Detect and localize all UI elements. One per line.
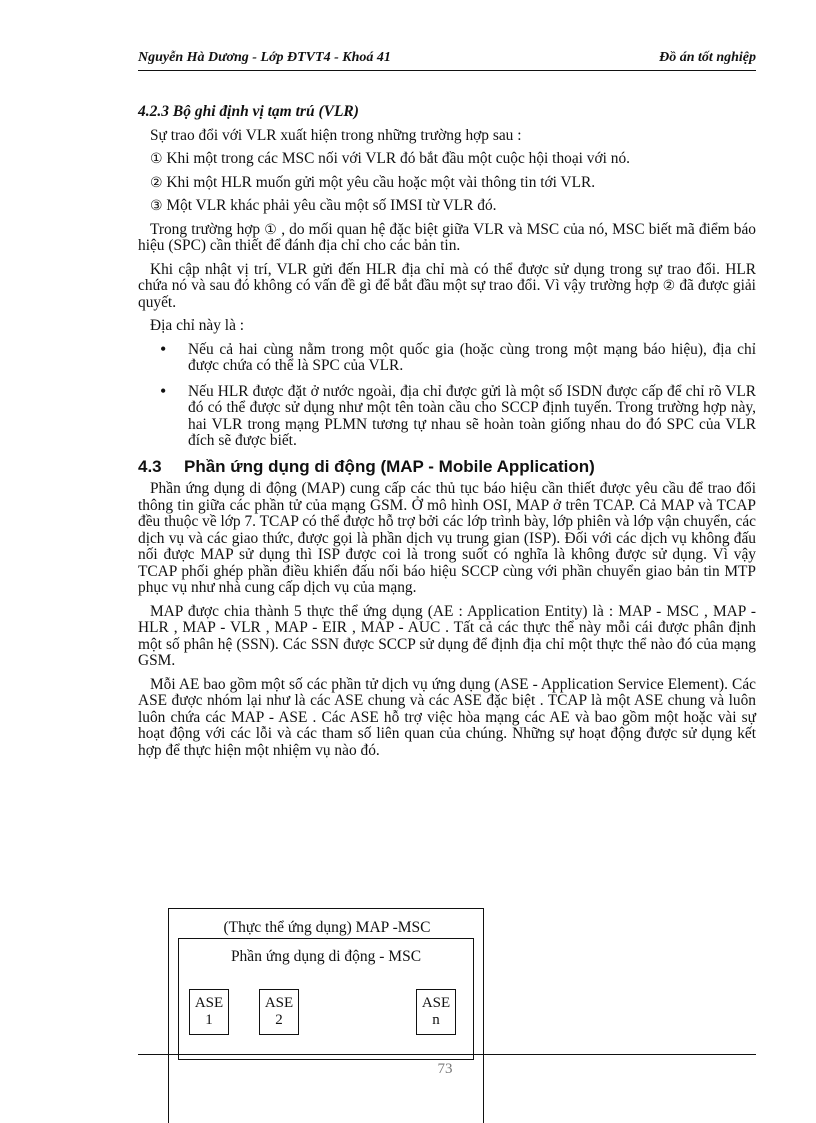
footer-divider: [138, 1054, 756, 1055]
circled-one-icon: ①: [150, 151, 163, 167]
section-heading-text: Phần ứng dụng di động (MAP - Mobile Application): [184, 456, 595, 476]
diagram-inner-box: [178, 938, 474, 1060]
header-doc-type: Đồ án tốt nghiệp: [659, 50, 756, 65]
paragraph: Phần ứng dụng di động (MAP) cung cấp các thủ tục báo hiệu cần thiết được yêu cầu để trao đổi thông tin giữa các phần tử của mạng GSM. Ở mô hình OSI, MAP ở trên TCAP. Cả MAP và TCAP đều thuộc về lớp 7. TCAP có thể được hỗ trợ bởi các lớp trình bày, lớp phiên và lớp vận chuyển, các dịch vụ và các giao thức, được gọi là phần dịch vụ trung gian (ISP). Đối với các dịch vụ không đấu nối được MAP sử dụng thì ISP được coi là trong suốt có nghĩa là không được sử dụng. Vì vậy TCAP phối ghép phần điều khiển đấu nối báo hiệu SCCP cùng với phần chuyển giao bản tin MTP phục vụ như nhà cung cấp dịch vụ của mạng.: [138, 480, 756, 596]
page-content: [138, 104, 756, 766]
paragraph-text: Trong trường hợp: [150, 220, 261, 238]
ase-index: n: [432, 1012, 440, 1028]
paragraph-case-2: [138, 262, 756, 312]
ase-box-n: [416, 989, 456, 1035]
case-text: Khi một HLR muốn gửi một yêu cầu hoặc một vài thông tin tới VLR.: [166, 173, 596, 191]
section-4-2-3-title: 4.2.3 Bộ ghi định vị tạm trú (VLR): [138, 103, 359, 120]
page-number: 73: [437, 1061, 453, 1077]
list-item: [138, 380, 756, 450]
circled-two-icon: ②: [662, 278, 676, 294]
paragraph-address: Địa chỉ này là :: [150, 317, 245, 334]
bullet-icon: •: [160, 380, 167, 401]
case-text: Một VLR khác phải yêu cầu một số IMSI từ VLR đó.: [166, 197, 497, 214]
circled-one-icon: ①: [264, 221, 278, 238]
circled-three-icon: ③: [150, 198, 163, 214]
paragraph: MAP được chia thành 5 thực thể ứng dụng (AE : Application Entity) là : MAP - MSC , MAP - HLR , MAP - VLR , MAP - EIR , MAP - AUC . Tất cả các thực thể này mỗi cái được phân định một số phân hệ (SSN). Các SSN được SCCP sử dụng để định địa chỉ một thực thể nào đó của mạng GSM.: [138, 602, 756, 669]
list-item: [138, 338, 756, 375]
ase-label: ASE: [264, 995, 294, 1011]
bullet-text: Nếu HLR được đặt ở nước ngoài, địa chỉ được gửi là một số ISDN được cấp để chỉ rõ VLR đó có thể được sử dụng như một tên toàn cầu cho SCCP định tuyến. Trong trường hợp này, hai VLR trong mạng PLMN tương tự nhau sẽ hoàn toàn giống nhau do đó SPC của VLR đích sẽ được biết.: [188, 382, 756, 449]
paragraph: Mỗi AE bao gồm một số các phần tử dịch vụ ứng dụng (ASE - Application Service Element). Các ASE được nhóm lại như là các ASE chung và các ASE đặc biệt . TCAP là một ASE chung và luôn luôn chứa các MAP - ASE . Các ASE hỗ trợ việc hòa mạng các AE và bao gồm một hoặc vài sự hoạt động với các lỗi và các tham số liên quan của chúng. Những sự hoạt động được sử dụng kết hợp để thực hiện một nhiệm vụ nào đó.: [138, 675, 756, 759]
ase-index: 2: [275, 1012, 283, 1028]
section-number: 4.3: [138, 456, 162, 476]
header-author: Nguyễn Hà Dương - Lớp ĐTVT4 - Khoá 41: [138, 50, 391, 65]
paragraph-text: , do mối quan hệ đặc biệt giữa VLR và MSC của nó, MSC biết mã điểm báo hiệu (SPC) cần thiết để đánh địa chỉ cho các bản tin.: [138, 220, 756, 254]
map-msc-diagram: [168, 908, 484, 1123]
section-4-3-title: [138, 456, 756, 476]
ase-index: 1: [205, 1012, 213, 1028]
case-item-2: [138, 175, 756, 192]
bullet-text: Nếu cả hai cùng nằm trong một quốc gia (hoặc cùng trong một mạng báo hiệu), địa chỉ được chứa có thể là SPC của VLR.: [188, 340, 756, 374]
ase-label: ASE: [421, 995, 451, 1011]
circled-two-icon: ②: [150, 174, 163, 191]
section-intro: Sự trao đổi với VLR xuất hiện trong những trường hợp sau :: [150, 126, 522, 144]
ase-box-1: [189, 989, 229, 1035]
bullet-icon: •: [160, 338, 167, 359]
diagram-inner-label: Phần ứng dụng di động - MSC: [230, 948, 422, 965]
ase-box-2: [259, 989, 299, 1035]
paragraph-case-1: [138, 222, 756, 255]
case-item-3: [138, 198, 756, 215]
paragraph-text: đã được giải quyết.: [138, 277, 756, 311]
paragraph-text: Khi cập nhật vị trí, VLR gửi đến HLR địa chỉ mà có thể được sử dụng trong sự trao đổi. HLR chứa nó và sau đó không có vấn đề gì để bắt đầu một sự trao đổi. Vì vậy trường hợp: [138, 260, 756, 294]
diagram-outer-label: (Thực thể ứng dụng) MAP -MSC: [223, 919, 431, 936]
page-header: [138, 48, 756, 71]
ase-label: ASE: [194, 995, 224, 1011]
case-text: Khi một trong các MSC nối với VLR đó bắt đầu một cuộc hội thoại với nó.: [166, 150, 630, 167]
case-item-1: [138, 151, 756, 168]
